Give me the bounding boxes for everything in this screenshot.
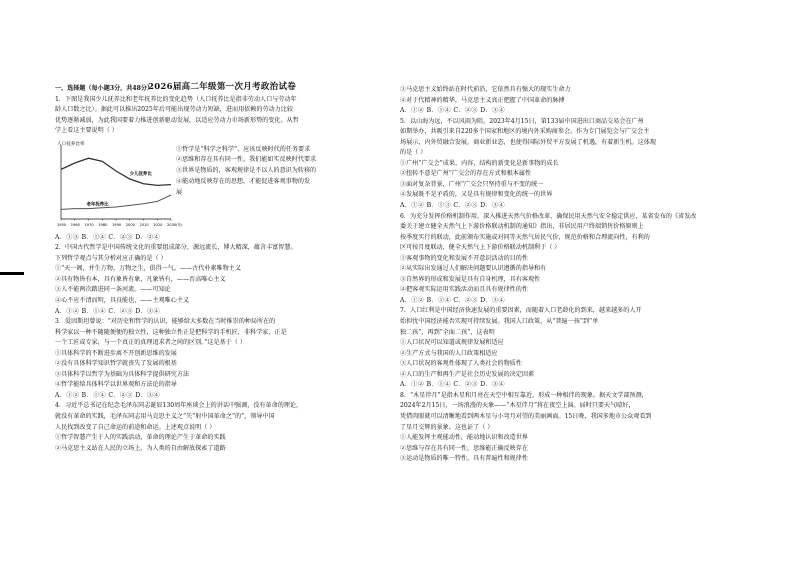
q6-line: 委关于建立健全天然气上下游价格联动机制的通知》指出，非居民用户终端销售价格原则上 — [400, 223, 644, 231]
series-line — [61, 158, 171, 185]
q3-line: ①具体科学的不断进步离不开创新思维的发展 — [55, 349, 177, 357]
q8-option: ①人能发挥主观能动性，能动地认识和改造世界 — [400, 434, 528, 442]
section-heading: 一、选择题（每小题3分，共48分） — [55, 85, 154, 92]
series-line — [61, 195, 171, 209]
q1-option: ③世界是物质的，客观规律是不以人的意识为转移的 — [176, 167, 317, 175]
q1-line: 1．下图是我国少儿抚养比和老年抚养比的变化趋势（人口抚养比是指非劳动人口与劳动年 — [55, 95, 297, 103]
q4-option: ③马克思主义始终站在时代前沿，它依然具有强大的现实生命力 — [400, 86, 571, 93]
y-axis-label: 人口抚养比率 — [57, 141, 85, 147]
q1-line: 优势逐渐减弱，为此我国要着力推进创新驱动发展，以适应劳动力市场新形势的变化。从哲 — [55, 116, 299, 124]
q1-option: ②思维和存在具有同一性，我们能如实反映时代要求 — [176, 156, 317, 164]
q8-line: 了星月交辉的景象。这也证了（ ） — [400, 423, 494, 431]
dependency-ratio-chart — [55, 139, 373, 231]
q1-line: 学上看这主要说明（ ） — [55, 127, 118, 135]
q4-line: 人民找到改变了自己命运的前途和命运。上述观点说明（ ） — [55, 423, 216, 431]
q7-line: 始担忧中国经济能否实现可持续发展。我国人口政策，从“普遍一孩”到“单 — [400, 318, 599, 326]
q1-option: ④能动地反映存在的思想，才能促进客观事物的发 — [176, 177, 311, 185]
q7-option: ③人口状况的客观性体现了人类社会的物质性 — [400, 360, 522, 368]
q6-line: 6．为充分发挥价格机制作用，深入推进天然气价格改革，确保民用天然气安全稳定供应，某省发布的《省发改 — [400, 212, 697, 220]
q8-line: 2024年2月15日，一场浪漫的天象——“木星伴月”将在夜空上演。届时只要天气晴好， — [400, 402, 635, 410]
x-tick-label: 2000 — [125, 222, 135, 227]
series-label: 少儿抚养比 — [129, 171, 152, 177]
q1-option: ①哲学是“科学之科学”，应该反映时代的任务要求 — [176, 145, 311, 153]
x-tick-label: 1950 — [57, 222, 67, 227]
left-column — [55, 84, 373, 454]
q3-line: 一个工匠或专家，与一个真正的真理追求者之间的区别。”这是基于（ ） — [55, 339, 246, 347]
q3-line: ④哲学能给具体科学以世界观和方法论的指导 — [55, 381, 177, 389]
q2-line: 下列哲学观点与其分析对应正确的是（ ） — [55, 254, 167, 262]
q8-option: ②思维与存在具有同一性，思维能正确反映存在 — [400, 444, 528, 452]
q6-answers: A．①② B．①④ C．②③ D．③④ — [400, 296, 505, 304]
q6-line: 按季度实行的联动，此前颁布实施或对同等天然气居民气价，规范价格和合理流向性，有利的 — [400, 233, 650, 241]
q6-line: 区可按月度联动，健全天然气上下游价格联动机制利于（ ） — [400, 244, 561, 252]
q3-line: ③具体科学以哲学为基础为具体科学提供研究方法 — [55, 370, 190, 378]
q4-line: 就没有革命的实践，毛泽东同志用马克思主义之“矢”射中国革命之“的”，领导中国 — [55, 413, 275, 421]
q6-option: ①客观事物的变化和发展不开意识活动的目的性 — [400, 254, 528, 262]
q2-line: ①“天一阁，并生万物，万物之生，俱得一气。——古代朴素唯物主义 — [55, 265, 241, 273]
q3-line: 3．爱因斯坦曾说：“对历史和哲学的认识，能够给大多数在当时推崇的种局所在的 — [55, 318, 276, 326]
q7-line: 独二孩”，再到“全面二孩”，这表明 — [400, 328, 495, 336]
q8-line: 凭借肉眼就可以清晰地看到两木星与小弯月对望的美丽画面。15日晚，我国多地市公众观看到 — [400, 412, 652, 420]
q7-option: ①人口状况可以知道或规律发展和适应 — [400, 339, 504, 347]
q5-line: 如期举办，共吸引来自220多个国家和地区的境内外采购商参会。作为专门展览会与广交会主 — [400, 128, 650, 136]
x-tick-label: 1980 — [98, 222, 108, 227]
x-tick-label: 1970 — [84, 222, 94, 227]
right-column — [400, 85, 718, 465]
q2-answers: A．①② B．①④ C．②③ D．③④ — [55, 307, 160, 315]
q4-line: ②马克思主义站在人民的立场上，为人类的自由解放探索了道路 — [55, 444, 226, 452]
binding-mark — [0, 272, 24, 275]
q1-answers: A．①③ B．①④ C．②③ D．②④ — [55, 233, 160, 241]
exam-title: 2026届高二年级第一次月考政治试卷 — [148, 82, 297, 92]
q3-line: 科学家以一种不随随便便的独立性，这种独立性正是把科学的手机匠，非科学家，正是 — [55, 328, 287, 336]
series-label: 老年抚养比 — [86, 202, 109, 208]
q7-answers: A．①② B．①④ C．②③ D．③④ — [400, 381, 505, 389]
q6-option: ②从实际出发通过人们解决问题要认识遵循的指导和有 — [400, 265, 547, 273]
q2-line: ②具有物皆有本，具有象皆有象，凡象皆有，——否高唯心主义 — [55, 275, 226, 283]
q5-option: ④发展既不是矛盾的，又是具有规律和变化的统一的世界 — [400, 191, 553, 199]
x-tick-label: 2010 — [139, 222, 149, 227]
q1-options — [176, 145, 376, 199]
q5-option: ①广州“广交会”成果、内容，结构的新变化是新事物的成长 — [400, 159, 559, 167]
q3-line: ②没有具体科学知识哲学就丧失了发展的根基 — [55, 360, 177, 368]
q4-line: 4．习近平总书记在纪念毛泽东同志诞辰130周年座谈会上的讲话中强调，没有革命的理论， — [55, 402, 303, 410]
q3-answers: A．①② B．①④ C．②③ D．③④ — [55, 391, 160, 399]
q4-line: ①哲学智慧产生于人的实践活动，革命的理论产生于革命的实践 — [55, 434, 226, 442]
x-tick-label: 1960 — [70, 222, 80, 227]
q5-line: 的是（ ） — [400, 149, 427, 157]
q6-option: ③自然界的形成和发展是具有自身机理，具有客观性 — [400, 275, 541, 283]
q2-line: ③人不能两次踏进同一条河流。——可知论 — [55, 286, 171, 294]
q6-option: ④把客观实际运用实践活动而且具有规律性的性 — [400, 286, 528, 294]
q8-line: 8．“木星伴月”是指木星和月亮在天空中相互靠近，形成一种相伴的现象。据天文学部预测， — [400, 391, 648, 399]
q1-option: 展 — [176, 188, 183, 196]
x-tick-label: 2020 — [153, 222, 163, 227]
q2-line: 2．中国古代哲学是中国传统文化的重要组成部分，源远流长，博大精深，蕴含丰富智慧。 — [55, 244, 297, 252]
q7-line: 7．人口红利是中国经济快速发展的重要因素，而随着人口老龄化的到来，越来越多的人开 — [400, 307, 642, 315]
q7-option: ②生产方式与我国的人口政策相适应 — [400, 349, 498, 357]
q4-option: ④对于代精神的精华，马克思主义真正把握了中国革命的脉搏 — [400, 96, 565, 104]
q5-answers: A．①② B．①③ C．②③ D．③④ — [400, 202, 505, 210]
q5-line: 场展示，内外贸融合发展，商业新业态，也使得国际外贸平方发展了机遇，有着新生机。这体现 — [400, 138, 656, 146]
q5-option: ②扭转不意是广州“广交会的存在方式和根本属性 — [400, 170, 532, 178]
chart-svg — [55, 139, 183, 231]
q7-option: ④人口的生产和再生产是社会历史发展的决定因素 — [400, 370, 535, 378]
q1-line: 龄人口数之比）。据此可以推出2025年后可能出现劳动力短缺，进而用依赖的劳动力比较 — [55, 106, 293, 114]
x-tick-label: 2030(年) — [167, 222, 183, 227]
x-tick-label: 1990 — [112, 222, 122, 227]
q4-answers: A．①② B．①④ C．②③ D．③④ — [400, 107, 505, 115]
q8-option: ③运动是物质的唯一特性，具有普遍性和规律性 — [400, 455, 528, 463]
q5-line: 5．以山海为远，不以风雨为阻。2023年4月15日，第133届中国进出口商品交易会在广州 — [400, 117, 644, 125]
q5-option: ③面对复杂背景，广州“广交会只坚持重与不变的统一 — [400, 180, 544, 188]
q2-line: ④心不应不清而明，具良能也，——主观唯心主义 — [55, 297, 190, 305]
